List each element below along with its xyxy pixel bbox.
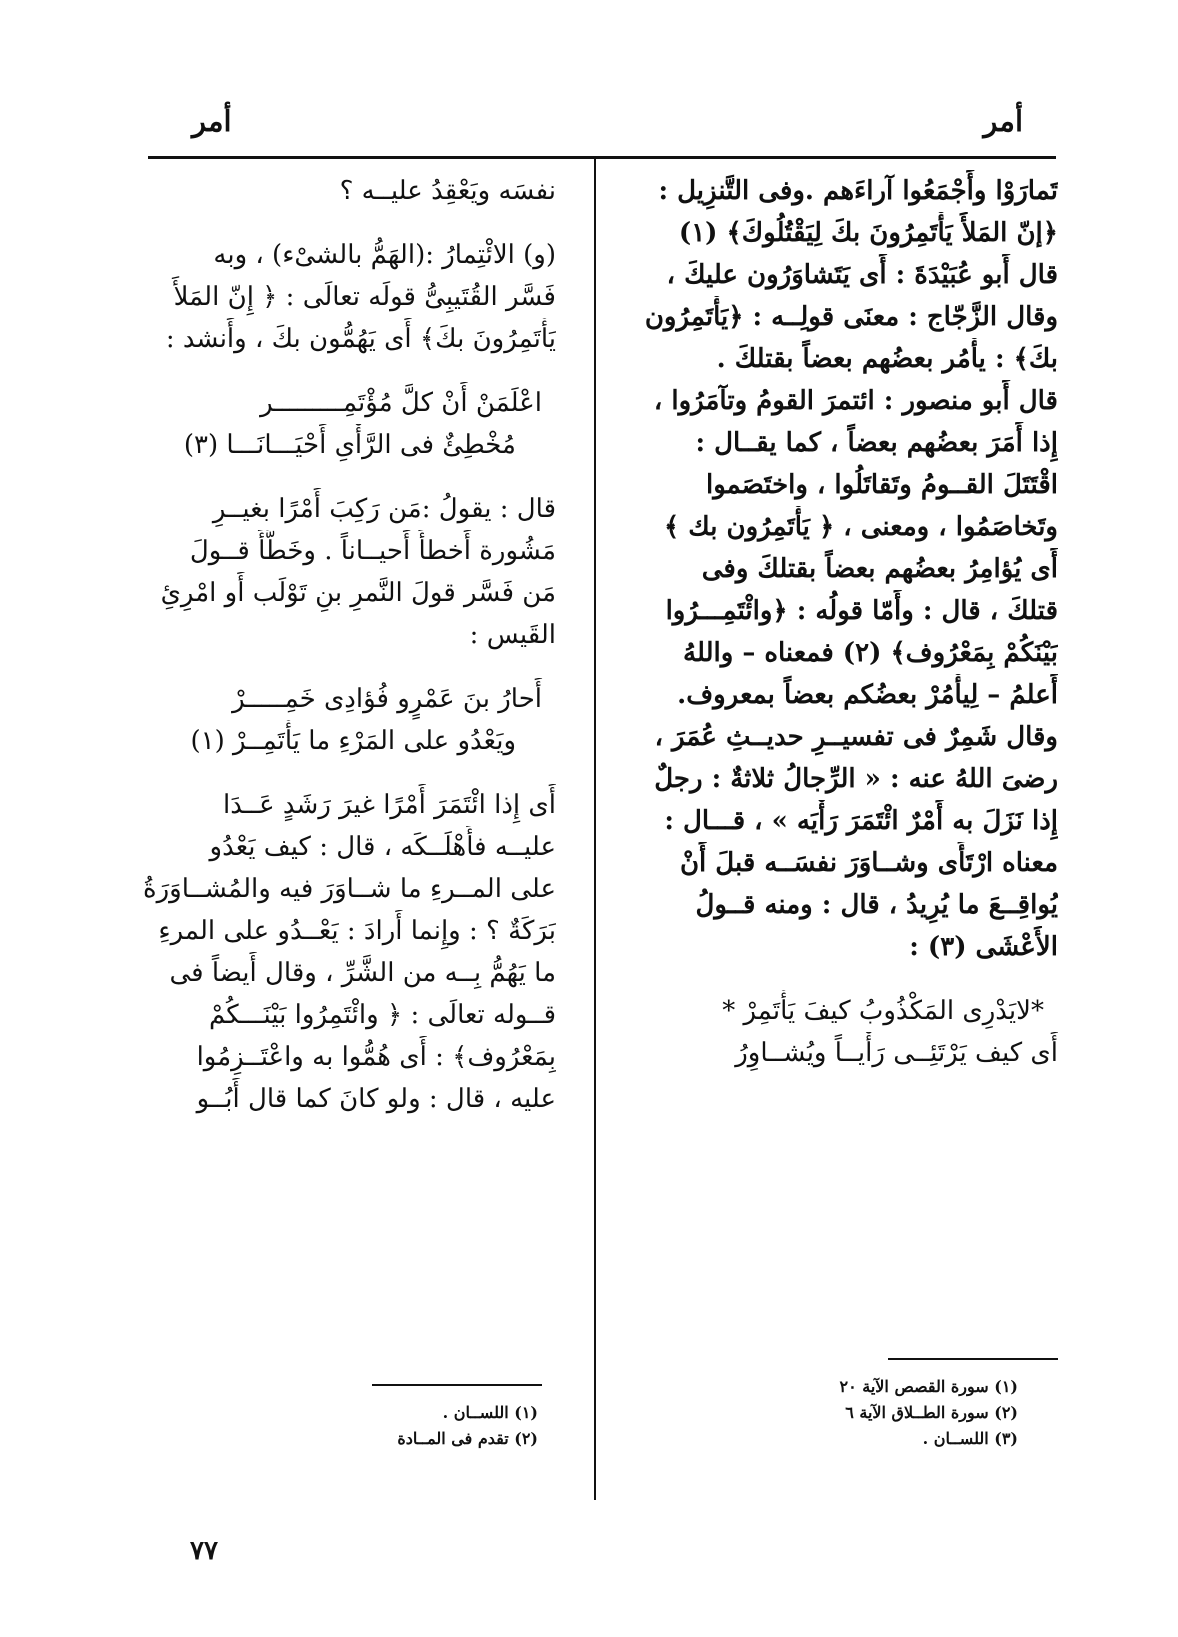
footnote: (٣) اللســان . [922, 1429, 1018, 1448]
text-line: قال : يقولُ :مَن رَكِبَ أَمْرًا بغيــرِ [212, 494, 556, 524]
page-number: ٧٧ [190, 1536, 218, 1566]
footnote-rule-right [888, 1358, 1058, 1360]
text-line: وقال الزَّجّاج : معنَى قولِــه : ﴿يَأْتَمِرُون [644, 302, 1058, 332]
text-line: أَى كيف يَرْتَئِــى رَأْيــاً ويُشــاوِرُ [735, 1038, 1058, 1068]
footnote: (١) سورة القصص الآية ٢٠ [839, 1377, 1018, 1396]
spacer [138, 360, 556, 382]
footnotes-left [298, 1400, 538, 1452]
text-line: يَأْتَمِرُونَ بكَ﴾ أَى يَهُمُّون بكَ ، وأَنشد : [165, 324, 556, 354]
spacer [138, 762, 556, 784]
verse-line: ويَعْدُو على المَرْءِ ما يَأْتَمِــرْ (١) [190, 726, 516, 756]
spacer [138, 656, 556, 678]
text-line: الأَعْشَى (٣) : [909, 932, 1058, 962]
text-line: قال أَبو منصور : ائتمرَ القومُ وتآمَرُوا ، [653, 386, 1058, 416]
text-line: معناه ارْتَأَى وشــاوَرَ نفسَــه قبلَ أَنْ [679, 848, 1058, 878]
header-entry-word-left: أمر [192, 104, 232, 138]
verse-line: *لايَدْرِى المَكْذُوبُ كيفَ يَأْتَمِرْ * [722, 996, 1044, 1026]
footnote: (٢) تقدم فى المــادة [397, 1429, 538, 1448]
text-line: القَيس : [469, 620, 556, 650]
text-line: وتَخاصَمُوا ، ومعنى ، ﴿ يَأْتَمِرُون بك ﴾ [664, 512, 1058, 542]
header-rule [148, 156, 1056, 159]
verse-line: اعْلَمَنْ أَنْ كلَّ مُؤْتَمِـــــــــر [260, 388, 542, 418]
text-line: نفسَه ويَعْقِدُ عليــه ؟ [339, 176, 556, 206]
text-line: عليه ، قال : ولو كانَ كما قال أَبُــو [196, 1084, 556, 1114]
text-line: (و) الائْتِمارُ :(الهَمُّ بالشىْء) ، وبه [213, 240, 556, 270]
text-line: مَن فَسَّر قولَ النَّمرِ بنِ تَوْلَب أَو امْرِئِ [160, 578, 556, 608]
text-line: بِمَعْرُوف﴾ : أَى هُمُّوا به واعْتَــزِمُوا [196, 1042, 556, 1072]
left-column [138, 170, 556, 1120]
text-line: بَيْنَكُمْ بِمَعْرُوف﴾ (٢) فمعناه – واللهُ [683, 638, 1058, 668]
text-line: أَى يُؤامِرُ بعضُهم بعضاً بقتلكَ وفى [701, 554, 1058, 584]
verse-line: مُخْطِئٌ فى الرَّأْىِ أَحْيَـــانَـــا (٣) [183, 430, 516, 460]
text-line: قال أَبو عُبَيْدَةَ : أَى يَتَشاوَرُون عليكَ ، [666, 260, 1058, 290]
right-column [640, 170, 1058, 1074]
footnote: (٢) سورة الطــلاق الآية ٦ [845, 1403, 1018, 1422]
text-line: قــوله تعالَى : ﴿ وائْتَمِرُوا بَيْنَـــكُمْ [208, 1000, 556, 1030]
footnote: (١) اللســان . [442, 1403, 538, 1422]
column-divider [594, 158, 596, 1500]
text-line: بكَ﴾ : يأْمُر بعضُهم بعضاً بقتلكَ . [716, 344, 1058, 374]
text-line: تَمارَوْا وأَجْمَعُوا آراءَهم .وفى التَّنزِيل : [658, 176, 1058, 206]
text-line: عليــه فأَهْلَــكَه ، قال : كيف يَعْدُو [209, 832, 556, 862]
text-line: يُواقِــعَ ما يُرِيدُ ، قال : ومنه قــولُ [695, 890, 1058, 920]
spacer [138, 466, 556, 488]
text-line: فَسَّر القُتَيبِىُّ قولَه تعالَى : ﴿ إِنّ المَلأَ [173, 282, 556, 312]
verse-line: أَحارُ بنَ عَمْرٍو فُؤادِى خَمِـــــرْ [232, 684, 542, 714]
text-line: وقال شَمِرٌ فى تفسيــرِ حديــثِ عُمَرَ ، [654, 722, 1058, 752]
text-line: إِذا نَزَلَ به أَمْرٌ ائْتَمَرَ رَأْيَه » ، قـــال : [664, 806, 1058, 836]
spacer [640, 968, 1058, 990]
text-line: رضىَ اللهُ عنه : « الرِّجالُ ثلاثةٌ : رجلٌ [654, 764, 1058, 794]
text-line: بَرَكَةٌ ؟ : وإِنما أَرادَ : يَعْــدُو على المرءِ [158, 916, 556, 946]
header-entry-word-right: أمر [983, 104, 1023, 138]
footnotes-right [758, 1374, 1018, 1452]
text-line: مَشُورة أَخطأَ أَحيــاناً . وخَطَّأَ قــولَ [189, 536, 556, 566]
text-line: إِذا أَمَرَ بعضُهم بعضاً ، كما يقــال : [695, 428, 1058, 458]
text-line: على المــرءِ ما شــاوَرَ فيه والمُشــاوَرَةُ [142, 874, 556, 904]
text-line: ﴿إنّ المَلأَ يَأْتَمِرُونَ بكَ لِيَقْتُلُوكَ﴾ (١) [678, 218, 1058, 248]
spacer [138, 212, 556, 234]
text-line: أَى إِذا ائْتَمَرَ أَمْرًا غيرَ رَشَدٍ عَــدَا [223, 790, 556, 820]
footnote-rule-left [372, 1384, 542, 1386]
text-line: اقْتَتَلَ القــومُ وتَقاتَلُوا ، واختَصَموا [706, 470, 1058, 500]
text-line: قتلكَ ، قال : وأَمّا قولُه : ﴿وائْتَمِـــرُوا [665, 596, 1058, 626]
text-line: ما يَهُمُّ بِــه من الشَّرِّ ، وقال أَيضاً فى [169, 958, 556, 988]
text-line: أَعلمُ – لِيأْمُرْ بعضُكم بعضاً بمعروف. [677, 680, 1058, 710]
